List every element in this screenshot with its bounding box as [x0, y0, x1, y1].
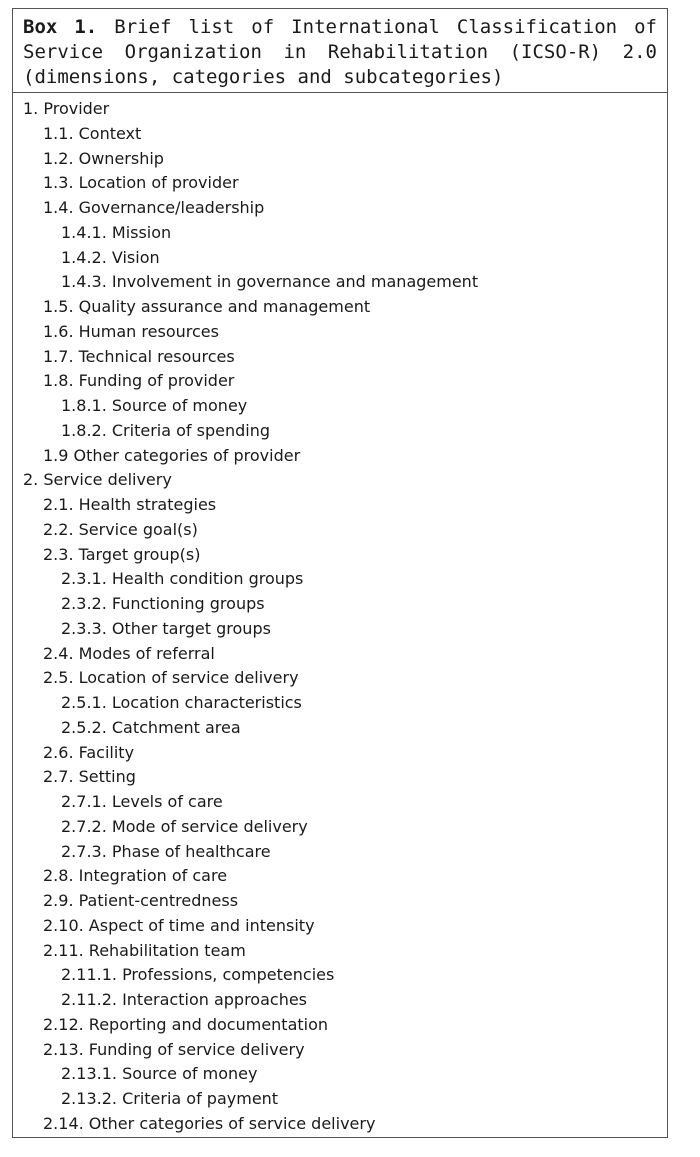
category-item: 2.11. Rehabilitation team [43, 940, 246, 960]
subcategory-item: 2.11.2. Interaction approaches [61, 990, 308, 1009]
subcategory-item: 1.8.2. Criteria of spending [61, 420, 270, 440]
subcategory-item: 2.3.2. Functioning groups [61, 594, 265, 613]
box-header [13, 9, 667, 93]
subcategory-item: 1.4.1. Mission [61, 222, 172, 242]
subcategory-item: 2.7.3. Phase of healthcare [61, 841, 271, 861]
dimension-item: 1. Provider [23, 99, 110, 118]
classification-list [13, 93, 667, 1137]
category-item: 1.4. Governance/leadership [43, 198, 265, 217]
subcategory-item: 2.7.2. Mode of service delivery [61, 816, 308, 836]
subcategory-item: 2.7.1. Levels of care [61, 792, 223, 811]
category-item: 2.3. Target group(s) [43, 544, 201, 564]
category-item: 1.1. Context [43, 123, 142, 143]
subcategory-item: 1.8.1. Source of money [61, 396, 248, 415]
category-item: 1.3. Location of provider [43, 173, 239, 193]
classification-box [12, 8, 668, 1138]
subcategory-item: 2.5.1. Location characteristics [61, 693, 302, 712]
category-item: 2.10. Aspect of time and intensity [43, 915, 315, 935]
category-item: 2.13. Funding of service delivery [43, 1039, 305, 1059]
category-item: 2.1. Health strategies [43, 495, 217, 514]
box-title: Brief list of International Classification of Service Organization in Rehabilitation (ICSO-R) 2.0 (dimensions, categories and subcategories) [23, 16, 657, 88]
category-item: 2.4. Modes of referral [43, 643, 215, 663]
dimension-item: 2. Service delivery [23, 470, 172, 490]
category-item: 1.2. Ownership [43, 148, 164, 168]
subcategory-item: 2.13.2. Criteria of payment [61, 1089, 279, 1108]
category-item: 2.9. Patient-centredness [43, 891, 239, 910]
subcategory-item: 2.3.3. Other target groups [61, 618, 271, 638]
category-item: 2.8. Integration of care [43, 866, 228, 886]
category-item: 1.5. Quality assurance and management [43, 297, 371, 316]
subcategory-item: 1.4.3. Involvement in governance and management [61, 272, 479, 292]
category-item: 2.2. Service goal(s) [43, 519, 198, 539]
category-item: 2.7. Setting [43, 767, 136, 787]
category-item: 1.6. Human resources [43, 321, 219, 341]
category-item: 1.9 Other categories of provider [43, 445, 301, 465]
category-item: 2.14. Other categories of service delivery [43, 1113, 376, 1133]
subcategory-item: 2.5.2. Catchment area [61, 717, 241, 737]
category-item: 2.12. Reporting and documentation [43, 1014, 329, 1034]
category-item: 1.7. Technical resources [43, 346, 235, 366]
category-item: 1.8. Funding of provider [43, 371, 235, 391]
category-item: 2.5. Location of service delivery [43, 668, 299, 688]
category-item: 2.6. Facility [43, 742, 135, 762]
subcategory-item: 2.13.1. Source of money [61, 1064, 258, 1084]
subcategory-item: 2.3.1. Health condition groups [61, 569, 304, 589]
box-label: Box 1. [23, 16, 98, 38]
subcategory-item: 1.4.2. Vision [61, 247, 160, 267]
subcategory-item: 2.11.1. Professions, competencies [61, 965, 335, 985]
